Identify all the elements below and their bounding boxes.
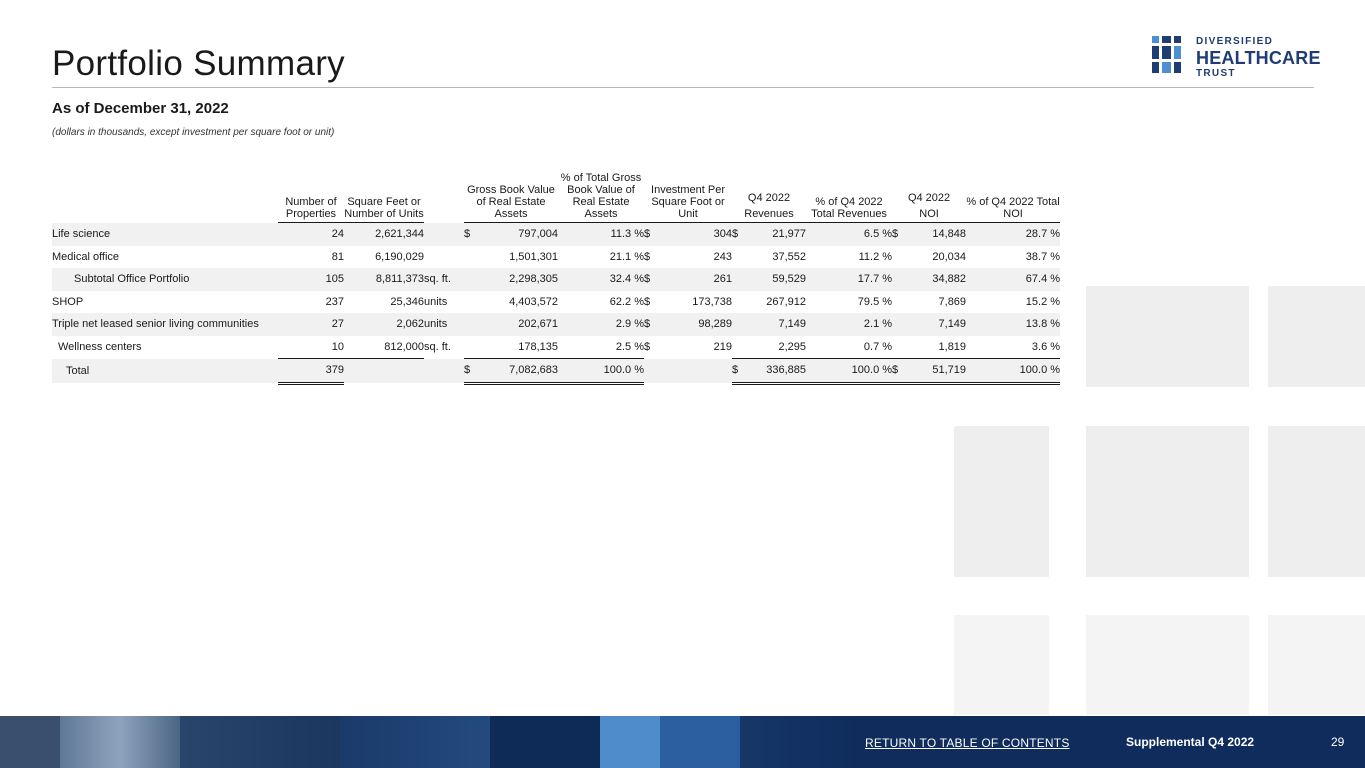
cell-revenue-percent: 100.0 % bbox=[806, 359, 892, 384]
table-row bbox=[52, 313, 1060, 336]
cell-currency: $ bbox=[892, 359, 906, 384]
logo-line-3: TRUST bbox=[1196, 68, 1236, 79]
cell-gross-book-value: 202,671 bbox=[478, 313, 558, 336]
column-header: Gross Book Value of Real Estate Assets bbox=[464, 172, 558, 223]
cell-noi: 20,034 bbox=[932, 250, 967, 263]
table-header-row bbox=[52, 172, 1060, 223]
cell-currency: $ bbox=[644, 268, 658, 291]
decor-square bbox=[1268, 615, 1365, 715]
cell-currency bbox=[892, 291, 906, 314]
cell-currency bbox=[464, 268, 478, 291]
cell-currency: $ bbox=[464, 359, 478, 384]
cell-noi: 14,848 bbox=[906, 223, 966, 246]
cell-properties: 81 bbox=[331, 250, 344, 263]
row-label: SHOP bbox=[52, 295, 84, 308]
cell-unit bbox=[424, 246, 464, 269]
cell-noi-percent: 100.0 % bbox=[966, 359, 1060, 384]
cell-square-feet: 2,062 bbox=[344, 313, 424, 336]
cell-currency bbox=[732, 313, 746, 336]
cell-noi-percent: 67.4 % bbox=[966, 268, 1060, 291]
cell-gross-book-value: 1,501,301 bbox=[509, 250, 559, 263]
cell-currency bbox=[732, 336, 746, 359]
column-header: % of Total Gross Book Value of Real Estate Assets bbox=[558, 172, 644, 223]
table-row bbox=[52, 246, 1060, 269]
cell-currency: $ bbox=[644, 295, 651, 308]
cell-unit: sq. ft. bbox=[424, 268, 464, 291]
decor-square bbox=[1086, 286, 1249, 387]
cell-noi-percent: 3.6 % bbox=[966, 336, 1060, 359]
cell-currency bbox=[892, 313, 906, 336]
footer-label: Supplemental Q4 2022 bbox=[1126, 735, 1255, 749]
cell-properties: 24 bbox=[278, 223, 344, 246]
column-header-line: Revenues bbox=[744, 208, 794, 220]
cell-noi: 7,869 bbox=[938, 295, 967, 308]
cell-revenue-percent: 0.7 % bbox=[806, 336, 892, 359]
cell-square-feet bbox=[344, 359, 424, 384]
cell-revenue-percent: 17.7 % bbox=[806, 268, 892, 291]
cell-noi-percent: 28.7 % bbox=[966, 223, 1060, 246]
cell-revenues: 2,295 bbox=[746, 336, 806, 359]
cell-currency bbox=[892, 268, 906, 291]
cell-investment: 219 bbox=[713, 341, 733, 353]
cell-unit: sq. ft. bbox=[424, 341, 451, 353]
cell-revenue-percent: 2.1 % bbox=[806, 313, 892, 336]
cell-currency bbox=[464, 291, 478, 314]
title-divider bbox=[52, 87, 1314, 88]
cell-revenue-percent: 6.5 % bbox=[806, 223, 892, 246]
table-row bbox=[52, 291, 1060, 314]
cell-revenues: 336,885 bbox=[746, 359, 806, 384]
cell-currency bbox=[892, 336, 906, 359]
cell-currency bbox=[464, 336, 478, 359]
cell-square-feet: 8,811,373 bbox=[344, 268, 424, 291]
cell-gbv-percent: 32.4 % bbox=[558, 268, 644, 291]
cell-properties: 105 bbox=[278, 268, 344, 291]
cell-noi-percent: 15.2 % bbox=[1025, 295, 1061, 308]
cell-noi: 34,882 bbox=[906, 268, 966, 291]
cell-revenues: 7,149 bbox=[746, 313, 806, 336]
cell-revenue-percent: 79.5 % bbox=[857, 295, 893, 308]
cell-properties: 237 bbox=[325, 295, 344, 308]
cell-gbv-percent: 100.0 % bbox=[558, 359, 644, 384]
cell-properties: 10 bbox=[278, 336, 344, 359]
page-title: Portfolio Summary bbox=[52, 44, 345, 83]
cell-gbv-percent: 2.5 % bbox=[558, 336, 644, 359]
cell-noi: 1,819 bbox=[906, 336, 966, 359]
cell-gbv-percent: 2.9 % bbox=[558, 313, 644, 336]
cell-gross-book-value: 2,298,305 bbox=[478, 268, 558, 291]
decor-square bbox=[1268, 426, 1365, 577]
as-of-date: As of December 31, 2022 bbox=[52, 100, 229, 117]
cell-currency bbox=[732, 268, 746, 291]
cell-investment: 243 bbox=[713, 250, 733, 263]
table-row-total bbox=[52, 359, 1060, 384]
column-header-line: Q4 2022 bbox=[907, 192, 951, 204]
portfolio-summary-table bbox=[52, 172, 1060, 385]
cell-currency bbox=[732, 291, 746, 314]
column-header bbox=[732, 172, 806, 223]
cell-gross-book-value: 7,082,683 bbox=[478, 359, 558, 384]
table-row bbox=[52, 336, 1060, 359]
column-header-line: NOI bbox=[919, 208, 939, 220]
column-header: Number of Properties bbox=[278, 172, 344, 223]
cell-gbv-percent: 11.3 % bbox=[558, 223, 644, 246]
column-header-unit bbox=[424, 172, 464, 223]
cell-revenues: 267,912 bbox=[766, 295, 807, 308]
cell-currency: $ bbox=[464, 223, 478, 246]
cell-currency: $ bbox=[644, 313, 658, 336]
cell-investment: 98,289 bbox=[658, 313, 732, 336]
table-row bbox=[52, 223, 1060, 246]
cell-investment: 304 bbox=[658, 223, 732, 246]
cell-revenues: 37,552 bbox=[772, 250, 807, 263]
cell-unit bbox=[424, 359, 464, 384]
row-label: Life science bbox=[52, 223, 278, 246]
column-header-category bbox=[52, 172, 278, 223]
decor-square bbox=[954, 426, 1049, 577]
cell-noi-percent: 38.7 % bbox=[1025, 250, 1061, 263]
cell-revenues: 21,977 bbox=[746, 223, 806, 246]
cell-noi: 51,719 bbox=[906, 359, 966, 384]
cell-currency: $ bbox=[732, 359, 746, 384]
cell-gbv-percent: 62.2 % bbox=[609, 295, 645, 308]
company-logo bbox=[1152, 36, 1322, 79]
table-row-subtotal bbox=[52, 268, 1060, 291]
column-header bbox=[892, 172, 966, 223]
row-label: Medical office bbox=[52, 250, 120, 263]
cell-gbv-percent: 21.1 % bbox=[609, 250, 645, 263]
cell-investment bbox=[658, 359, 732, 384]
logo-grid-icon bbox=[1152, 36, 1190, 74]
cell-revenue-percent: 11.2 % bbox=[858, 250, 893, 263]
units-note: (dollars in thousands, except investment per square foot or unit) bbox=[52, 127, 335, 138]
column-header-line: Q4 2022 bbox=[747, 192, 791, 204]
cell-gross-book-value: 4,403,572 bbox=[509, 295, 559, 308]
column-header: % of Q4 2022 Total NOI bbox=[966, 172, 1060, 223]
row-label: Total bbox=[52, 359, 278, 384]
cell-noi-percent: 13.8 % bbox=[966, 313, 1060, 336]
cell-unit: units bbox=[424, 295, 448, 308]
decor-square bbox=[954, 615, 1049, 715]
cell-currency: $ bbox=[892, 223, 906, 246]
cell-investment: 261 bbox=[658, 268, 732, 291]
cell-gross-book-value: 178,135 bbox=[478, 336, 558, 359]
logo-line-1: DIVERSIFIED bbox=[1196, 36, 1274, 47]
cell-currency bbox=[892, 246, 906, 269]
cell-currency: $ bbox=[732, 223, 746, 246]
cell-noi: 7,149 bbox=[906, 313, 966, 336]
return-to-contents-link[interactable]: RETURN TO TABLE OF CONTENTS bbox=[865, 736, 1070, 750]
cell-currency bbox=[644, 359, 658, 384]
cell-square-feet: 2,621,344 bbox=[344, 223, 424, 246]
cell-properties: 379 bbox=[278, 359, 344, 384]
logo-wordmark bbox=[1196, 36, 1321, 79]
column-header: Investment Per Square Foot or Unit bbox=[644, 172, 732, 223]
cell-currency bbox=[464, 246, 478, 269]
cell-unit bbox=[424, 223, 464, 246]
cell-square-feet: 6,190,029 bbox=[375, 250, 424, 263]
row-label: Triple net leased senior living communities bbox=[52, 313, 278, 336]
cell-revenues: 59,529 bbox=[746, 268, 806, 291]
cell-investment: 173,738 bbox=[692, 295, 733, 308]
decor-square bbox=[1268, 286, 1365, 387]
cell-unit: units bbox=[424, 313, 464, 336]
cell-currency bbox=[464, 313, 478, 336]
cell-currency: $ bbox=[644, 223, 658, 246]
cell-gross-book-value: 797,004 bbox=[478, 223, 558, 246]
column-header: Square Feet or Number of Units bbox=[344, 172, 424, 223]
row-label: Subtotal Office Portfolio bbox=[52, 268, 278, 291]
page-number: 29 bbox=[1331, 735, 1345, 749]
logo-line-2: HEALTHCARE bbox=[1196, 48, 1321, 68]
cell-properties: 27 bbox=[278, 313, 344, 336]
cell-currency bbox=[732, 246, 746, 269]
cell-currency: $ bbox=[644, 341, 651, 353]
decor-square bbox=[1086, 426, 1249, 577]
column-header: % of Q4 2022 Total Revenues bbox=[806, 172, 892, 223]
cell-square-feet: 812,000 bbox=[344, 336, 424, 359]
cell-square-feet: 25,346 bbox=[390, 295, 424, 308]
row-label: Wellness centers bbox=[58, 341, 142, 353]
decor-square bbox=[1086, 615, 1249, 715]
cell-currency: $ bbox=[644, 250, 651, 263]
